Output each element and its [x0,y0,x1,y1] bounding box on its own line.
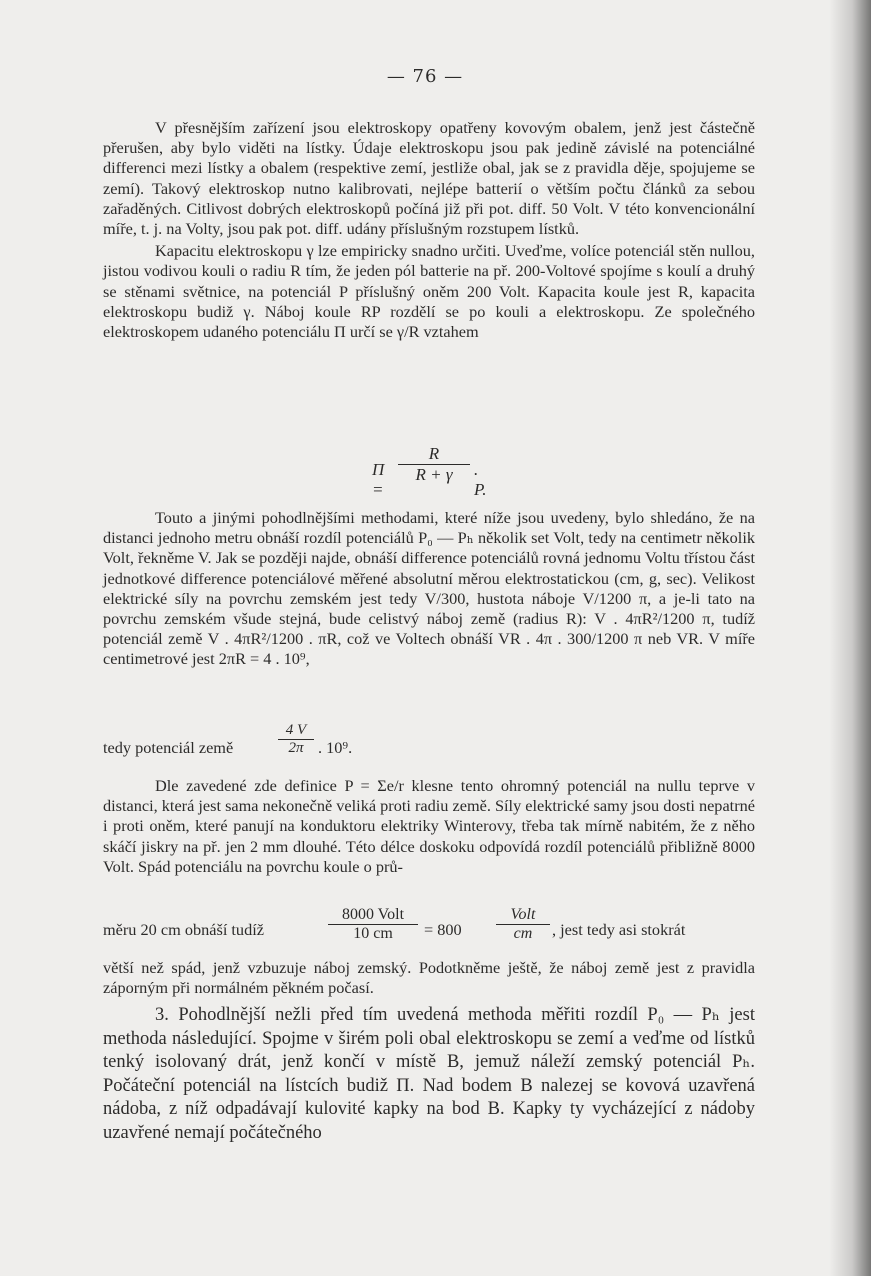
text-block-upper [103,118,755,342]
gradient-line-suffix: , jest tedy asi stokrát [552,920,686,939]
paragraph-5: 3. Pohodlnější nežli před tím uvedená methoda měřiti rozdíl P₀ — Pₕ jest methoda následující. Spojme v širém poli obal elektroskopu se zemí a veďme od lístků tenký isolovaný drát, jenž končí v místě B, jemuž náleží zemský potenciál Pₕ. Počáteční potenciál na lístcích budiž Π. Nad bodem B nalezej se kovová uzavřená nádoba, z níž odpadávají kulovité kapky na bod B. Kapky ty vycházející z nádoby uzavřené nemají počátečného [103,1005,755,1143]
fraction-denominator: cm [513,925,533,942]
formula-rhs: . P. [474,460,487,499]
paragraph-2: Kapacitu elektroskopu γ lze empiricky snadno určiti. Uveďme, volíce potenciál stěn nullou, jistou vodivou kouli o radiu R tím, že jeden pól batterie na př. 200-Voltové spojíme s koulí a druhý se stěnami světnice, na potenciál P příslušný oněm 200 Volt. Kapacita koule jest R, kapacita elektroskopu budiž γ. Náboj koule RP rozdělí se po kouli a elektroskopu. Ze společného elektroskopem udaného potenciálu Π určí se γ/R vztahem [103,241,755,342]
paragraph-1: V přesnějším zařízení jsou elektroskopy opatřeny kovovým obalem, jenž jest částečně přerušen, aby bylo viděti na lístky. Údaje elektroskopu jsou pak jedině závislé na potenciálné differenci mezi lístky a obalem (respektive zemí, jestliže obal, jak se z pravidla děje, spojujeme se zemí). Takový elektroskop nutno kalibrovati, nejlépe batterií o větším počtu článků za sebou zařaděných. Citlivost dobrých elektroskopů počíná již při pot. diff. 50 Volt. V této konvencionální míře, t. j. na Volty, jsou pak pot. diff. udány příslušným rozstupem lístků. [103,118,755,239]
gradient-fraction-1 [328,906,418,943]
paragraph-4: Dle zavedené zde definice P = Σe/r klesne tento ohromný potenciál na nullu teprve v distanci, která jest sama nekonečně veliká proti radiu země. Síly elektrické samy jsou dosti nepatrné i proti oněm, které panují na konduktoru elektriky Winterovy, třeba tak mírně nabitém, že z něho skáčí jiskry na př. jen 2 mm dlouhé. Této délce doskoku odpovídá rozdíl potenciálů přibližně 8000 Volt. Spád potenciálu na povrchu koule o prů- [103,776,755,876]
page-edge-shadow [829,0,871,1276]
earth-potential-suffix: . 10⁹. [318,738,353,757]
text-block-lower-tail [103,958,755,998]
fraction-denominator: R + γ [415,465,453,484]
fraction-numerator: 4 V [278,722,314,740]
earth-potential-fraction [278,722,314,757]
fraction-numerator: 8000 Volt [328,906,418,925]
fraction-numerator: R [398,444,470,465]
paragraph-4-tail: větší než spád, jenž vzbuzuje náboj zemský. Podotkněme ještě, že náboj země jest z pravidla záporným při normálném pěkném počasí. [103,958,755,998]
gradient-line-prefix: měru 20 cm obnáší tudíž [103,920,264,939]
gradient-fraction-2 [496,906,550,943]
formula-lhs: Π = [372,460,385,499]
formula-fraction [398,444,470,485]
fraction-denominator: 10 cm [353,925,393,942]
fraction-numerator: Volt [496,906,550,925]
gradient-equals: = 800 [424,920,462,939]
paragraph-3: Touto a jinými pohodlnějšími methodami, které níže jsou uvedeny, bylo shledáno, že na distanci jednoho metru obnáší rozdíl potenciálů P₀ — Pₕ několik set Volt, tedy na centimetr několik Volt, řekněme V. Jak se později najde, obnáší difference potenciálů rovná jednomu Voltu třístou část jednotkové difference potenciálové měřené absolutní měrou elektrostatickou (cm, g, sec). Velikost elektrické síly na povrchu zemském jest tedy V/300, hustota náboje V/1200 π, a je-li tato na povrchu zemském všude stejná, bude celistvý náboj země (radius R): V . 4πR²/1200 π, tudíž potenciál země V . 4πR²/1200 . πR, což ve Voltech obnáší VR . 4π . 300/1200 π neb VR. V míře centimetrové jest 2πR = 4 . 10⁹, [103,508,755,669]
text-block-lower [103,776,755,877]
earth-potential-prefix: tedy potenciál země [103,738,234,757]
fraction-denominator: 2π [288,740,304,756]
page-number: — 76 — [386,66,464,87]
text-block-middle [103,508,755,670]
text-block-section-3 [103,1004,755,1146]
